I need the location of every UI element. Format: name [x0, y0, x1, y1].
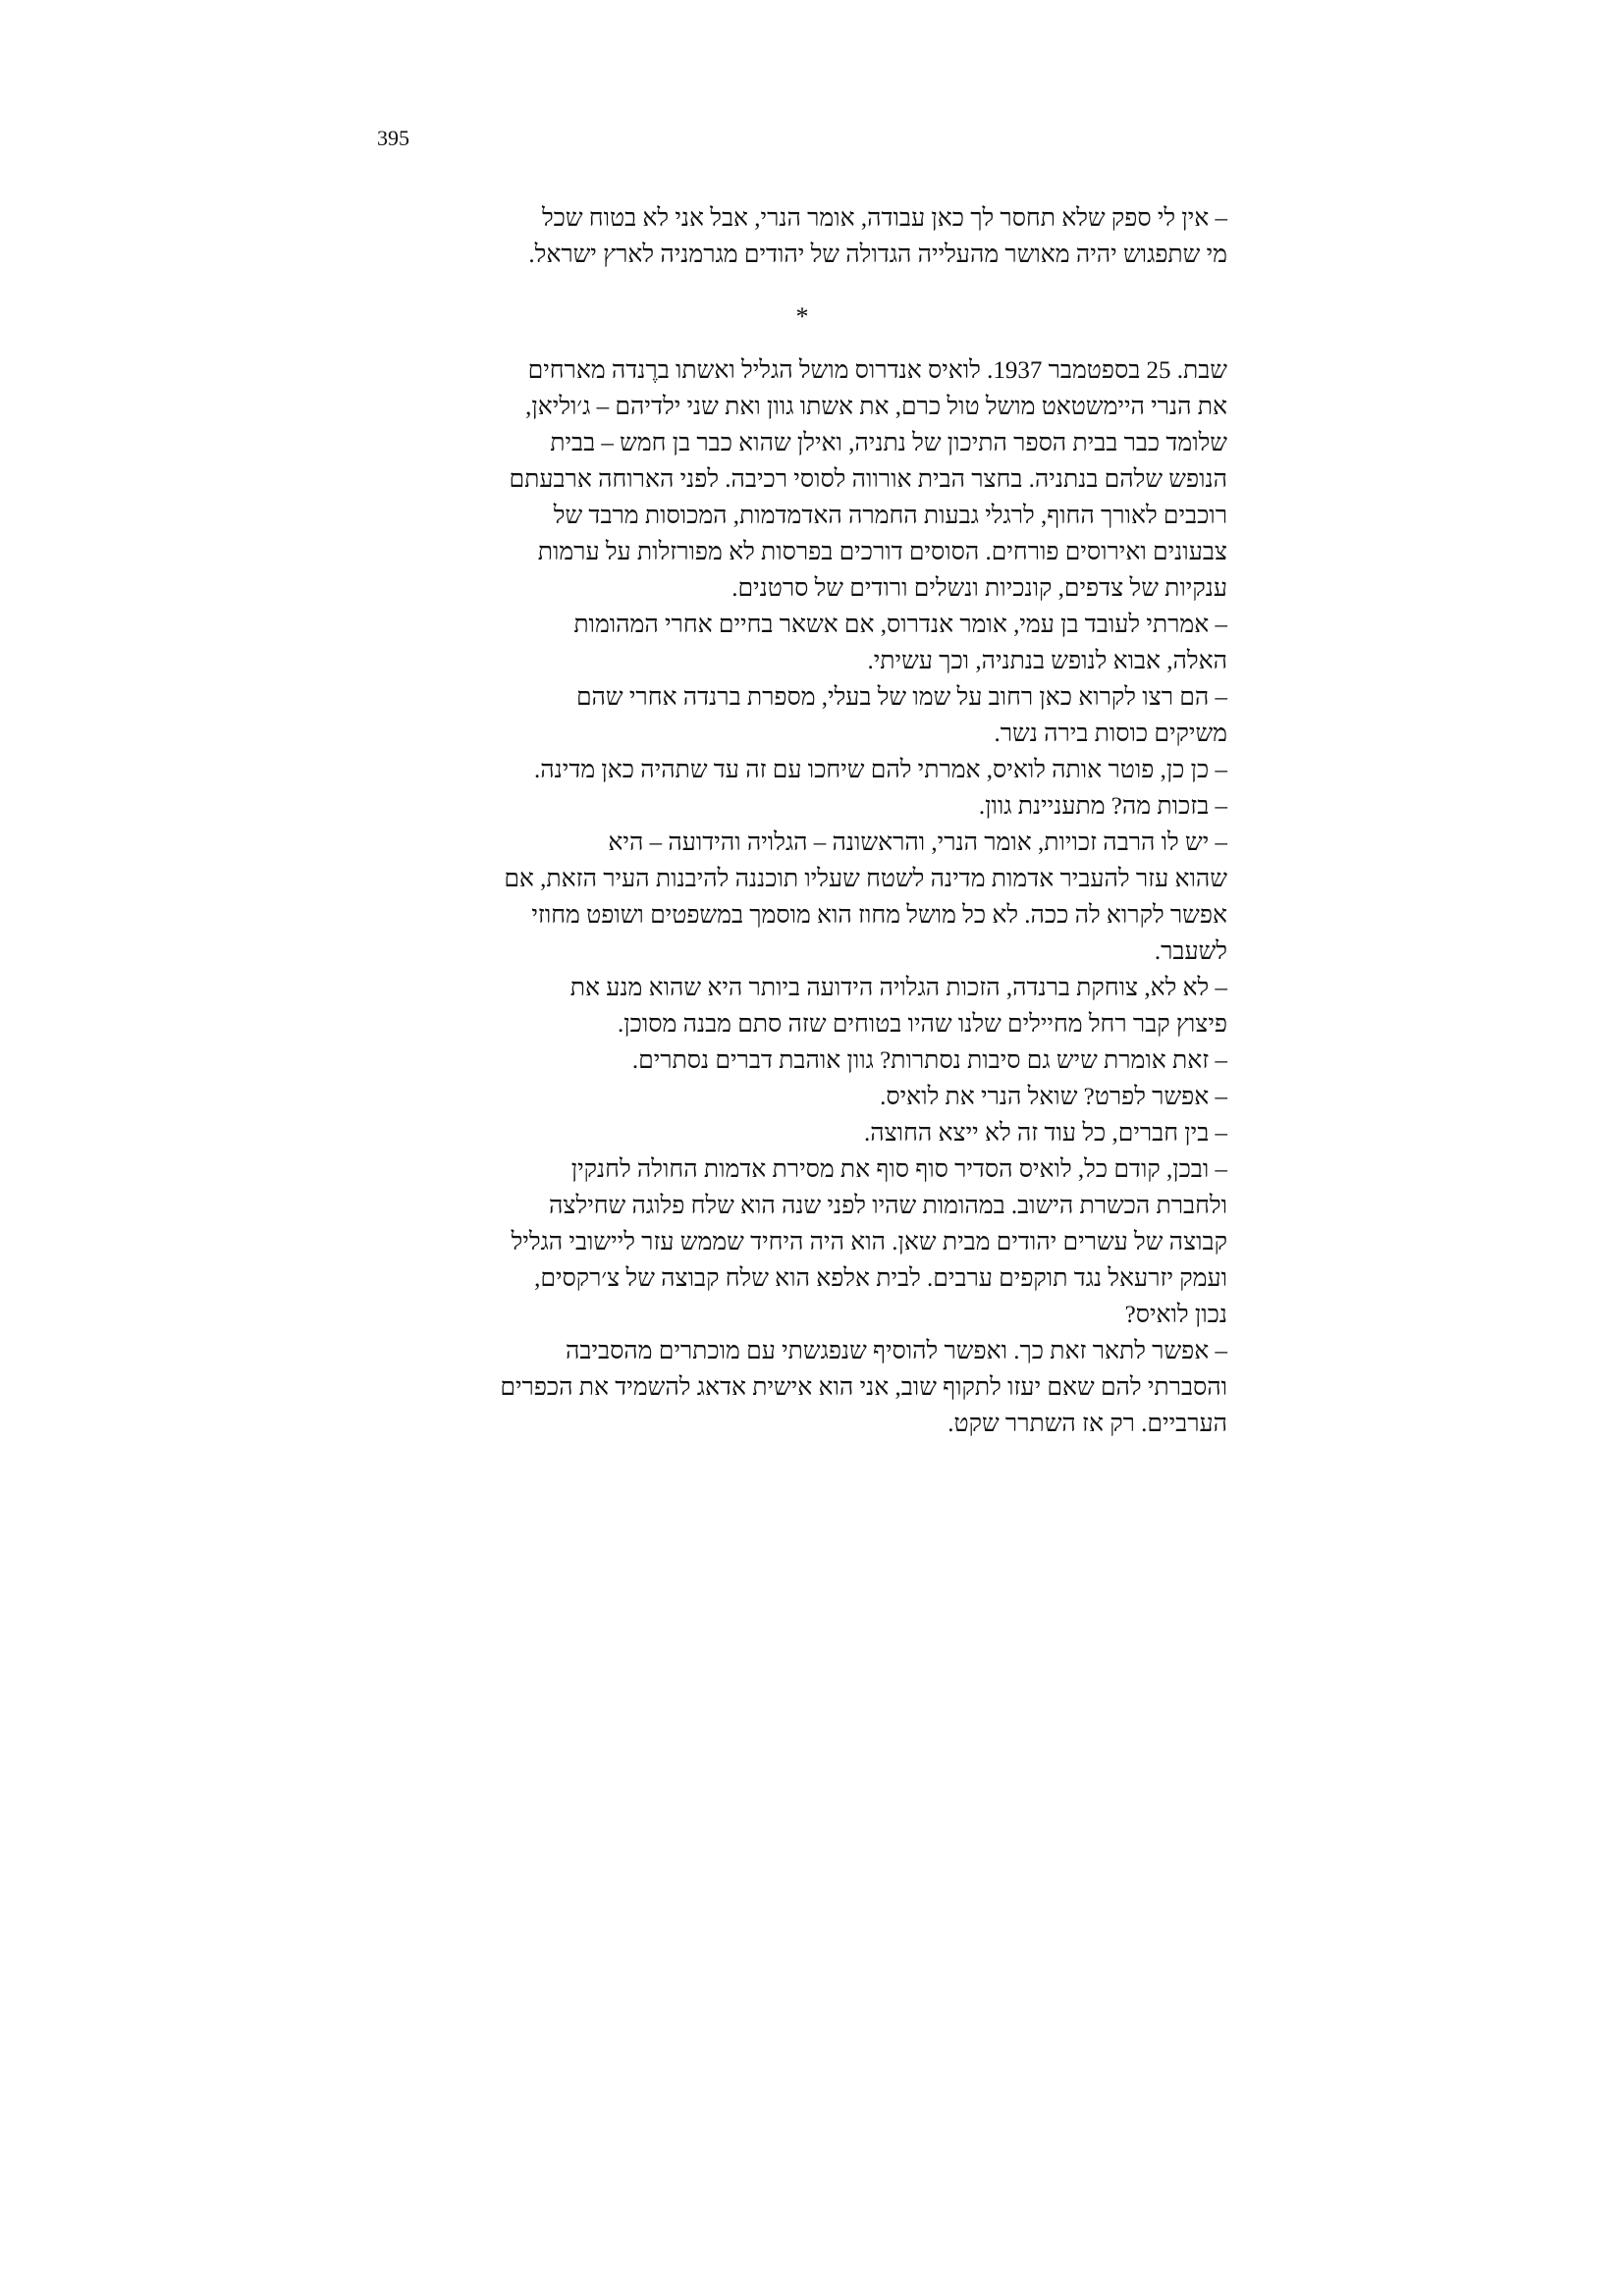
- text-line: קבוצה של עשרים יהודים מבית שאן. הוא היה היחיד שממש עזר ליישובי הגליל: [511, 1229, 1227, 1255]
- text-line: האלה, אבוא לנופש בנתניה, וכך עשיתי.: [867, 648, 1227, 674]
- opening-paragraph: [377, 200, 1227, 273]
- text-line: הערביים. רק אז השתרר שקט.: [947, 1411, 1227, 1437]
- text-line: – כן כן, פוטר אותה לואיס, אמרתי להם שיחכו עם זה עד שתהיה כאן מדינה.: [534, 757, 1227, 783]
- text-line: לשעבר.: [1154, 938, 1227, 965]
- text-line: מי שתפגוש יהיה מאושר מהעלייה הגדולה של יהודים מגרמניה לארץ ישראל.: [528, 241, 1227, 268]
- text-line: – אפשר לפרט? שואל הנרי את לואיס.: [880, 1084, 1227, 1110]
- text-line: רוכבים לאורך החוף, לרגלי גבעות החמרה האדמדמות, המכוסות מרבד של: [553, 503, 1227, 529]
- text-line: את הנרי היימשטאט מושל טול כרם, את אשתו גוון ואת שני ילדיהם – ג׳וליאן,: [525, 394, 1227, 420]
- text-line: והסברתי להם שאם יעזו לתקוף שוב, אני הוא אישית אדאג להשמיד את הכפרים: [500, 1374, 1227, 1401]
- text-line: ולחברת הכשרת הישוב. במהומות שהיו לפני שנה הוא שלח פלוגה שחילצה: [549, 1193, 1227, 1219]
- text-line: ענקיות של צדפים, קונכיות ונשלים ורודים של סרטנים.: [731, 575, 1227, 602]
- text-line: – בזכות מה? מתעניינת גוון.: [978, 793, 1227, 820]
- text-line: – בין חברים, כל עוד זה לא ייצא החוצה.: [863, 1120, 1227, 1147]
- text-line: – ובכן, קודם כל, לואיס הסדיר סוף סוף את מסירת אדמות החולה לחנקין: [570, 1156, 1227, 1183]
- section-separator: *: [795, 302, 809, 331]
- text-line: שהוא עזר להעביר אדמות מדינה לשטח שעליו תוכננה להיבנות העיר הזאת, אם: [504, 866, 1227, 892]
- text-line: – אפשר לתאר זאת כך. ואפשר להוסיף שנפגשתי עם מוכתרים מהסביבה: [566, 1338, 1227, 1364]
- text-line: – הם רצו לקרוא כאן רחוב על שמו של בעלי, מספרת ברנדה אחרי שהם: [575, 684, 1227, 711]
- text-line: שבת. 25 בספטמבר 1937. לואיס אנדרוס מושל הגליל ואשתו ברֶנדה מארחים: [527, 357, 1227, 384]
- text-line: הנופש שלהם בנתניה. בחצר הבית אורווה לסוסי רכיבה. לפני הארוחה ארבעתם: [509, 466, 1227, 493]
- text-line: – אין לי ספק שלא תחסר לך כאן עבודה, אומר הנרי, אבל אני לא בטוח שכל: [541, 205, 1227, 232]
- text-line: – לא לא, צוחקת ברנדה, הזכות הגלויה הידועה ביותר היא שהוא מנע את: [569, 975, 1227, 1001]
- text-line: פיצוץ קבר רחל מחיילים שלנו שהיו בטוחים שזה סתם מבנה מסוכן.: [618, 1011, 1227, 1038]
- text-line: נכון לואיס?: [1124, 1302, 1227, 1328]
- text-line: – אמרתי לעובד בן עמי, אומר אנדרוס, אם אשאר בחיים אחרי המהומות: [573, 612, 1227, 638]
- page-number: 395: [377, 126, 409, 150]
- text-line: אפשר לקרוא לה ככה. לא כל מושל מחוז הוא מוסמך במשפטים ושופט מחוזי: [531, 902, 1227, 929]
- text-line: שלומד כבר בבית הספר התיכון של נתניה, ואילן שהוא כבר בן חמש – בבית: [550, 430, 1227, 456]
- text-line: – זאת אומרת שיש גם סיבות נסתרות? גוון אוהבת דברים נסתרים.: [631, 1047, 1227, 1074]
- text-line: משיקים כוסות בירה נשר.: [994, 721, 1227, 747]
- text-line: – יש לו הרבה זכויות, אומר הנרי, והראשונה – הגלויה והידועה – היא: [608, 829, 1227, 856]
- text-line: ועמק יזרעאל נגד תוקפים ערבים. לבית אלפא הוא שלח קבוצה של צ׳רקסים,: [534, 1265, 1227, 1292]
- body-text: [377, 352, 1227, 1442]
- text-line: צבעונים ואירוסים פורחים. הסוסים דורכים בפרסות לא מפורזלות על ערמות: [537, 539, 1227, 565]
